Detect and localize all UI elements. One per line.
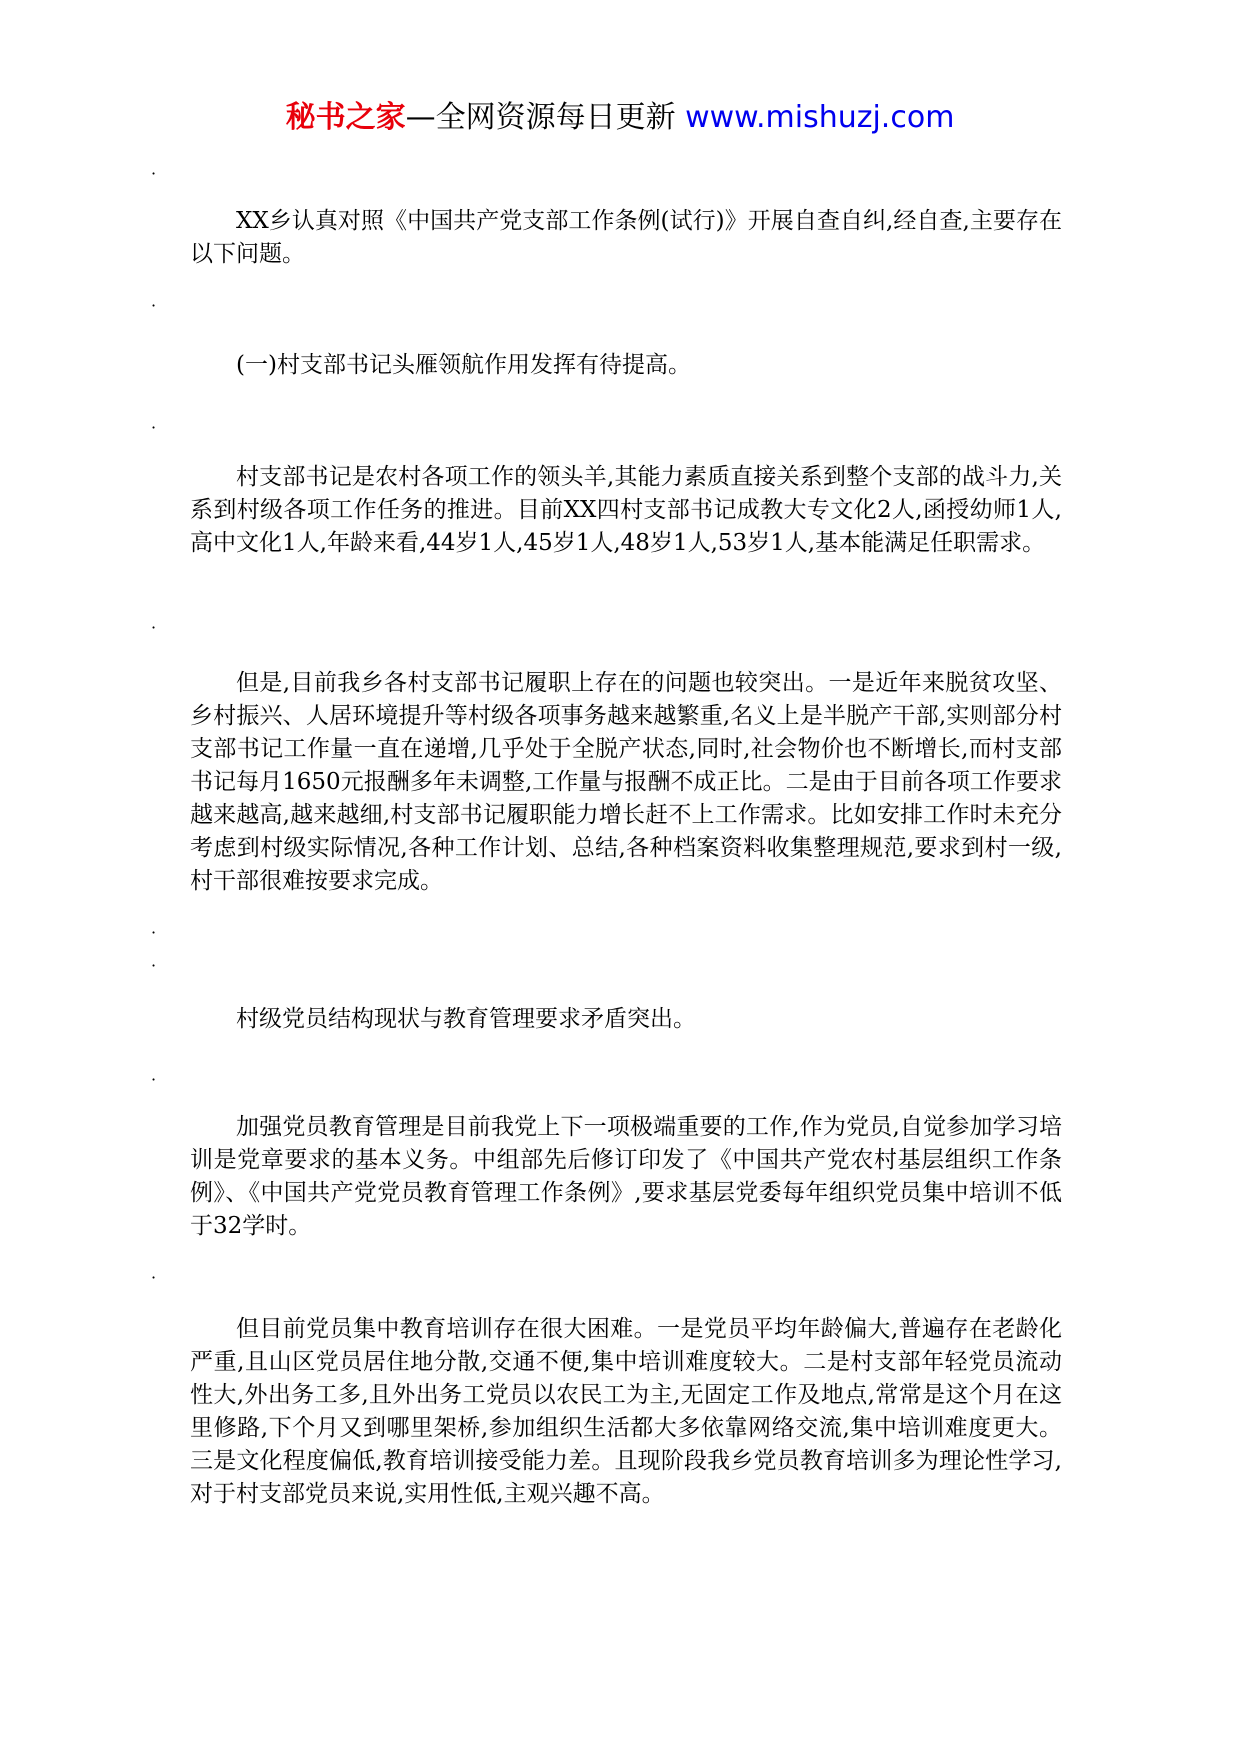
site-url-link[interactable]: www.mishuzj.com [675,100,955,135]
bullet-dot: · [151,618,157,637]
paragraph-secretary-profile: 村支部书记是农村各项工作的领头羊,其能力素质直接关系到整个支部的战斗力,关系到村级各项工作任务的推进。目前XX四村支部书记成教大专文化2人,函授幼师1人,高中文化1人,年龄来看,44岁1人,45岁1人,48岁1人,53岁1人,基本能满足任职需求。 [190,464,1062,556]
bullet-dot: · [151,296,157,315]
bullet-dot: · [151,956,157,975]
paragraph-secretary-problems: 但是,目前我乡各村支部书记履职上存在的问题也较突出。一是近年来脱贫攻坚、乡村振兴、人居环境提升等村级各项事务越来越繁重,名义上是半脱产干部,实则部分村支部书记工作量一直在递增,几乎处于全脱产状态,同时,社会物价也不断增长,而村支部书记每月1650元报酬多年未调整,工作量与报酬不成正比。二是由于目前各项工作要求越来越高,越来越细,村支部书记履职能力增长赶不上工作需求。比如安排工作时未充分考虑到村级实际情况,各种工作计划、总结,各种档案资料收集整理规范,要求到村一级,村干部很难按要求完成。 [190,670,1062,894]
section-heading-1: (一)村支部书记头雁领航作用发挥有待提高。 [236,352,691,378]
paragraph-intro: XX乡认真对照《中国共产党支部工作条例(试行)》开展自查自纠,经自查,主要存在以下问题。 [190,208,1062,267]
brand-name: 秘书之家 [285,100,406,135]
section-heading-2: 村级党员结构现状与教育管理要求矛盾突出。 [236,1006,696,1032]
paragraph-education-requirements: 加强党员教育管理是目前我党上下一项极端重要的工作,作为党员,自觉参加学习培训是党章要求的基本义务。中组部先后修订印发了《中国共产党农村基层组织工作条例》、《中国共产党党员教育管理工作条例》,要求基层党委每年组织党员集中培训不低于32学时。 [190,1114,1062,1239]
bullet-dot: · [151,1268,157,1287]
paragraph-training-difficulties: 但目前党员集中教育培训存在很大困难。一是党员平均年龄偏大,普遍存在老龄化严重,且山区党员居住地分散,交通不便,集中培训难度较大。二是村支部年轻党员流动性大,外出务工多,且外出务工党员以农民工为主,无固定工作及地点,常常是这个月在这里修路,下个月又到哪里架桥,参加组织生活都大多依靠网络交流,集中培训难度更大。三是文化程度偏低,教育培训接受能力差。且现阶段我乡党员教育培训多为理论性学习,对于村支部党员来说,实用性低,主观兴趣不高。 [190,1316,1062,1507]
bullet-dot: · [151,418,157,437]
bullet-dot: · [151,923,157,942]
header-tagline: —全网资源每日更新 [405,100,676,135]
site-header [0,98,1240,138]
bullet-dot: · [151,1070,157,1089]
bullet-dot: · [151,164,157,183]
